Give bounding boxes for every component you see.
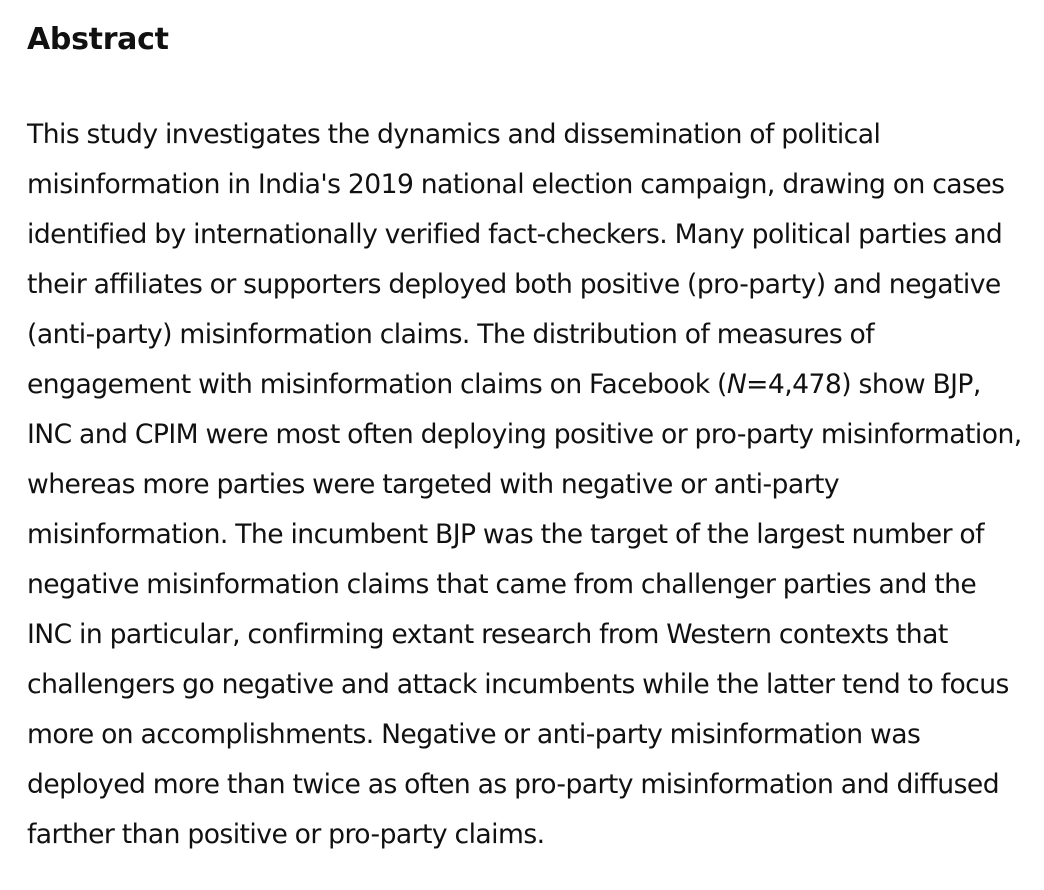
abstract-text-part-1: This study investigates the dynamics and dissemination of political misinformation in India's 2019 national election campaign, drawing on cases identified by internationally verified fact-checkers. Many political parties and their affiliates or supporters deployed both positive (pro-party) and negative (anti-party) misinformation claims. The distribution of measures of engagement with misinformation claims on Facebook ( [27, 119, 1005, 400]
abstract-text-part-2: =4,478) show BJP, INC and CPIM were most often deploying positive or pro-party misinformation, whereas more parties were targeted with negative or anti-party misinformation. The incumbent BJP was the target of the largest number of negative misinformation claims that came from challenger parties and the INC in particular, confirming extant research from Western contexts that challengers go negative and attack incumbents while the latter tend to focus more on accomplishments. Negative or anti-party misinformation was deployed more than twice as often as pro-party misinformation and diffused farther than positive or pro-party claims. [27, 369, 1022, 850]
sample-size-symbol: N [726, 369, 747, 400]
abstract-text [27, 110, 1022, 860]
abstract-section [27, 16, 1022, 860]
abstract-heading: Abstract [27, 22, 169, 57]
